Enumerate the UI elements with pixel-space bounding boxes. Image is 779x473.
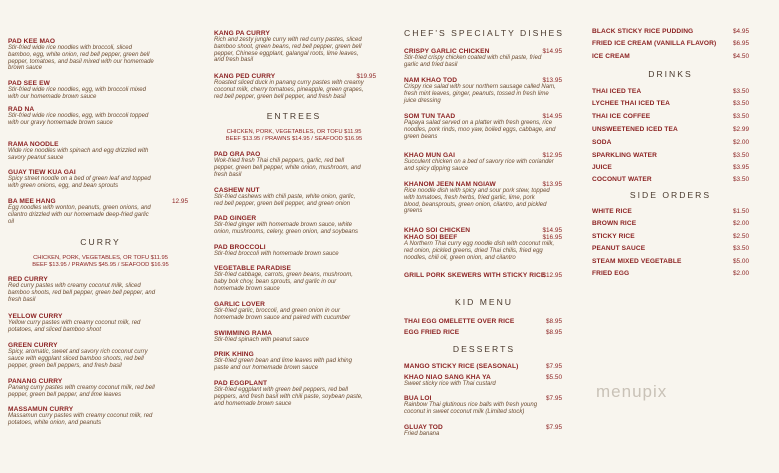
menu-item [8, 141, 193, 162]
menu-item [592, 126, 749, 133]
item-price: $14.95 [542, 113, 562, 120]
item-desc: Rich and zesty jungle curry with red curry pastes, sliced bamboo shoot, green beans, red bell pepper, green bell pepper, Chinese eggplant, galangal roots, lime leaves, and fresh basil [214, 37, 362, 64]
item-desc: Crispy rice salad with sour northern sausage called Nam, fresh mint leaves, ginger, peanuts, tossed in fresh lime juice dressing [404, 84, 556, 104]
menu-item [592, 176, 749, 183]
item-name: GLUAY TOD [404, 424, 443, 431]
menu-item [592, 208, 749, 215]
item-price: $4.95 [733, 28, 749, 35]
menu-item [214, 187, 379, 208]
item-name: VEGETABLE PARADISE [214, 265, 292, 272]
item-name: BROWN RICE [592, 220, 637, 227]
item-name: PAD SEE EW [8, 80, 50, 87]
item-desc: Succulent chicken on a bed of savory rice with coriander and spicy dipping sauce [404, 159, 554, 172]
item-price: $12.95 [542, 152, 562, 159]
item-desc: Stir-fried spinach with peanut sauce [214, 337, 309, 343]
item-name: GUAY TIEW KUA GAI [8, 169, 76, 176]
menu-item [592, 245, 749, 252]
item-desc: Roasted sliced duck in panang curry pastes with creamy coconut milk, cherry tomatoes, pineapple, green grapes, red bell pepper, green bell pepper, and fresh basil [214, 80, 364, 100]
item-name: GARLIC LOVER [214, 301, 266, 308]
item-desc: Spicy, aromatic, sweet and savory rich coconut curry sauce with eggplant sliced bamboo shoots, red bell pepper, green bell peppers, and fresh basil [8, 349, 148, 369]
menu-item [8, 313, 193, 334]
item-name: THAI ICE COFFEE [592, 113, 651, 120]
item-name: PANANG CURRY [8, 378, 63, 385]
menu-item [8, 406, 193, 427]
item-name: EGG FRIED RICE [404, 329, 460, 336]
item-price: $2.00 [733, 220, 749, 227]
menu-item [8, 38, 193, 72]
item-name: RED CURRY [8, 276, 48, 283]
item-name: PAD GRA PAO [214, 151, 261, 158]
menu-item [592, 28, 749, 35]
item-name: PRIK KHING [214, 351, 254, 358]
item-name: KHAO NIAO SANG KHA YA [404, 374, 491, 381]
menu-item [592, 220, 749, 227]
item-name: FRIED EGG [592, 270, 630, 277]
item-name: SWIMMING RAMA [214, 330, 273, 337]
menu-item [592, 100, 749, 107]
item-desc: Panang curry pastes with creamy coconut milk, red bell pepper, green bell pepper, and lime leaves [8, 385, 155, 398]
menu-item [8, 80, 193, 101]
section-pricing-entrees: CHICKEN, PORK, VEGETABLES, OR TOFU $11.95 BEEF $13.95 / PRAWNS $14.95 / SEAFOOD $16.95 [225, 129, 363, 143]
item-name: THAI ICED TEA [592, 88, 642, 95]
item-desc: Stir-fried crispy chicken coated with chili paste, fried garlic and fried basil [404, 55, 542, 68]
section-header-kid-menu: KID MENU [454, 297, 514, 307]
item-price: $3.50 [733, 245, 749, 252]
item-name: PEANUT SAUCE [592, 245, 646, 252]
item-price: $13.95 [542, 181, 562, 188]
item-desc: Stir-fried wide rice noodles, egg, with broccoli topped with our gravy homemade brown sauce [8, 113, 149, 126]
menu-item [214, 351, 379, 372]
item-name: PAD BROCCOLI [214, 244, 266, 251]
item-name: PAD GINGER [214, 215, 257, 222]
item-price: $12.95 [542, 272, 562, 279]
menu-item [214, 73, 376, 100]
item-price: $6.95 [733, 40, 749, 47]
item-price: $3.50 [733, 88, 749, 95]
menu-item [404, 48, 562, 69]
menu-item [404, 329, 562, 336]
item-price: $2.50 [733, 233, 749, 240]
menu-item [214, 151, 379, 178]
item-name: ICE CREAM [592, 53, 630, 60]
menu-item [592, 113, 749, 120]
item-price: $3.95 [733, 164, 749, 171]
item-desc: Papaya salad served on a platter with fresh greens, rice noodles, pork rinds, moo yaw, boiled eggs, cabbage, and green beans [404, 120, 556, 140]
item-price: $2.00 [733, 270, 749, 277]
item-name: PAD KEE MAO [8, 38, 56, 45]
item-name: BA MEE HANG [8, 198, 56, 205]
item-price: $7.95 [546, 424, 562, 431]
item-desc: Stir-fried wide rice noodles, egg, with broccoli mixed with our homemade brown sauce [8, 87, 146, 100]
item-name: STEAM MIXED VEGETABLE [592, 258, 682, 265]
item-price: $3.50 [733, 152, 749, 159]
item-name: YELLOW CURRY [8, 313, 63, 320]
menu-item [8, 276, 193, 303]
section-header-chef-specialty: CHEF'S SPECIALTY DISHES [404, 28, 565, 38]
item-name: CRISPY GARLIC CHICKEN [404, 48, 490, 55]
section-pricing-curry: CHICKEN, PORK, VEGETABLES, OR TOFU $11.95 BEEF $13.95 / PRAWNS $45.95 / SEAFOOD $16.95 [32, 255, 169, 269]
item-price: $5.00 [733, 258, 749, 265]
item-name: MANGO STICKY RICE (SEASONAL) [404, 363, 519, 370]
menu-item [404, 227, 562, 234]
item-name: BUA LOI [404, 395, 432, 402]
item-desc: Stir-fried cashews with chili paste, white onion, garlic, red bell pepper, green bell pepper, and green onion [214, 194, 356, 207]
menu-item [404, 424, 562, 438]
item-desc: Fried banana [404, 431, 440, 437]
item-price: $14.95 [542, 227, 562, 234]
item-price: $3.50 [733, 176, 749, 183]
item-name: BLACK STICKY RICE PUDDING [592, 28, 694, 35]
menu-item [214, 215, 379, 236]
menu-item [404, 113, 562, 140]
item-name: STICKY RICE [592, 233, 635, 240]
item-desc: Egg noodles with wonton, peanuts, green onions, and cilantro drizzled with our homemade deep-fried garlic oil [8, 205, 151, 225]
menu-item [404, 318, 562, 325]
item-price: $14.95 [542, 48, 562, 55]
item-name: THAI EGG OMELETTE OVER RICE [404, 318, 515, 325]
item-name: KHAO SOI CHICKEN [404, 227, 471, 234]
item-desc: Rice noodle dish with spicy and sour pork stew, topped with tomatoes, fresh herbs, fried garlic, lime, pork blood, beansprouts, green onion, cilantro, and pickled greens [404, 188, 550, 215]
section-header-desserts: DESSERTS [452, 344, 516, 354]
item-name: FRIED ICE CREAM (VANILLA FLAVOR) [592, 40, 717, 47]
item-name: KHAO SOI BEEF [404, 234, 458, 241]
item-name: COCONUT WATER [592, 176, 652, 183]
menu-item [8, 169, 193, 190]
menu-item [592, 53, 749, 60]
item-name: SOM TUN TAAD [404, 113, 456, 120]
menu-item [404, 374, 562, 388]
section-header-side-orders: SIDE ORDERS [629, 190, 712, 200]
menu-item [592, 88, 749, 95]
item-name: SODA [592, 139, 612, 146]
item-name: KANG PED CURRY [214, 73, 276, 80]
menu-item [592, 233, 749, 240]
item-price: $8.95 [546, 329, 562, 336]
section-header-entrees: ENTREES [266, 111, 322, 121]
menu-item [214, 380, 379, 407]
item-name: SPARKLING WATER [592, 152, 657, 159]
item-price: $3.50 [733, 113, 749, 120]
menu-item [592, 270, 749, 277]
item-price: $7.95 [546, 395, 562, 402]
menu-item [592, 258, 749, 265]
menu-item [214, 330, 379, 344]
item-price: $1.50 [733, 208, 749, 215]
menu-item [404, 395, 562, 416]
item-desc: Wide rice noodles with spinach and egg drizzled with savory peanut sauce [8, 148, 149, 161]
item-desc: Stir-fried cabbage, carrots, green beans, mushroom, baby bok choy, bean sprouts, and garlic in our homemade brown sauce [214, 272, 353, 292]
item-desc: Wok-fried fresh Thai chili peppers, garlic, red bell pepper, green bell pepper, white onion, mushroom, and fresh basil [214, 158, 361, 178]
item-name: NAM KHAO TOD [404, 77, 458, 84]
item-name: GRILL PORK SKEWERS WITH STICKY RICE [404, 272, 546, 279]
menu-item [214, 30, 379, 64]
section-header-drinks: DRINKS [648, 69, 693, 79]
menu-item [404, 234, 562, 261]
item-desc: Sweet sticky rice with Thai custard [404, 381, 496, 387]
item-name: KHANOM JEEN NAM NGIAW [404, 181, 496, 188]
item-price: $13.95 [542, 77, 562, 84]
item-desc: Stir-fried wide rice noodles with broccoli, sliced bamboo, egg, white onion, red bell pepper, green bell pepper, tomatoes, and basil mixed with our homemade brown sauce [8, 45, 154, 72]
item-name: CASHEW NUT [214, 187, 260, 194]
section-header-curry: CURRY [80, 237, 121, 247]
item-price: $7.95 [546, 363, 562, 370]
item-name: RAMA NOODLE [8, 141, 59, 148]
menu-item [214, 265, 379, 292]
menu-item [404, 181, 562, 215]
menu-item [8, 378, 193, 399]
item-desc: Stir-fried eggplant with green bell peppers, red bell peppers, and fresh basil with chili paste, soybean paste, and homemade brown sauce [214, 387, 363, 407]
menu-item [214, 244, 379, 258]
item-desc: Stir-fried broccoli with homemade brown sauce [214, 251, 339, 257]
item-desc: Massamun curry pastes with creamy coconut milk, red potatoes, white onion, and peanuts [8, 413, 153, 426]
item-desc: Red curry pastes with creamy coconut milk, sliced bamboo shoots, red bell pepper, green bell pepper, and fresh basil [8, 283, 156, 303]
item-desc: Yellow curry pastes with creamy coconut milk, red potatoes, and sliced bamboo shoot [8, 320, 141, 333]
item-price: $16.95 [542, 234, 562, 241]
menu-item [404, 77, 562, 104]
item-price: $5.50 [546, 374, 562, 381]
item-price: $2.99 [733, 126, 749, 133]
item-price: $19.95 [356, 73, 376, 80]
menu-item [592, 40, 749, 47]
item-name: KANG PA CURRY [214, 30, 271, 37]
item-desc: Rainbow Thai glutinous rice balls with fresh young coconut in sweet coconut milk (Limited stock) [404, 402, 538, 415]
item-desc: Spicy street noodle on a bed of green leaf and topped with green onions, egg, and bean sprouts [8, 176, 151, 189]
item-name: RAD NA [8, 106, 35, 113]
item-name: MASSAMUN CURRY [8, 406, 74, 413]
item-price: $2.00 [733, 139, 749, 146]
menu-item [404, 152, 562, 173]
item-price: 12.95 [172, 198, 188, 205]
item-desc: A Northern Thai curry egg noodle dish with coconut milk, red onion, pickled greens, dried Thai chilis, fried egg noodles, chili oil, green onion, and cilantro [404, 241, 555, 261]
item-name: LYCHEE THAI ICED TEA [592, 100, 670, 107]
watermark: menupix [596, 382, 668, 401]
menu-item [404, 363, 562, 370]
item-price: $8.95 [546, 318, 562, 325]
item-name: KHAO MUN GAI [404, 152, 456, 159]
menu-item [404, 272, 562, 279]
menu-item [8, 198, 188, 225]
item-desc: Stir-fried garlic, broccoli, and green onion in our homemade brown sauce and paired with cucumber [214, 308, 351, 321]
menu-item [592, 152, 749, 159]
item-desc: Stir-fried ginger with homemade brown sauce, white onion, mushrooms, celery, green onion, and soybeans [214, 222, 358, 235]
item-price: $3.50 [733, 100, 749, 107]
item-desc: Stir-fried green bean and lime leaves with pad khing paste and our homemade brown sauce [214, 358, 352, 371]
item-name: PAD EGGPLANT [214, 380, 268, 387]
item-name: UNSWEETENED ICED TEA [592, 126, 678, 133]
menu-item [592, 164, 749, 171]
menu-item [8, 106, 193, 127]
menu-item [8, 342, 193, 369]
item-name: GREEN CURRY [8, 342, 58, 349]
item-name: JUICE [592, 164, 612, 171]
menu-item [214, 301, 379, 322]
item-price: $4.50 [733, 53, 749, 60]
item-name: WHITE RICE [592, 208, 632, 215]
menu-item [592, 139, 749, 146]
